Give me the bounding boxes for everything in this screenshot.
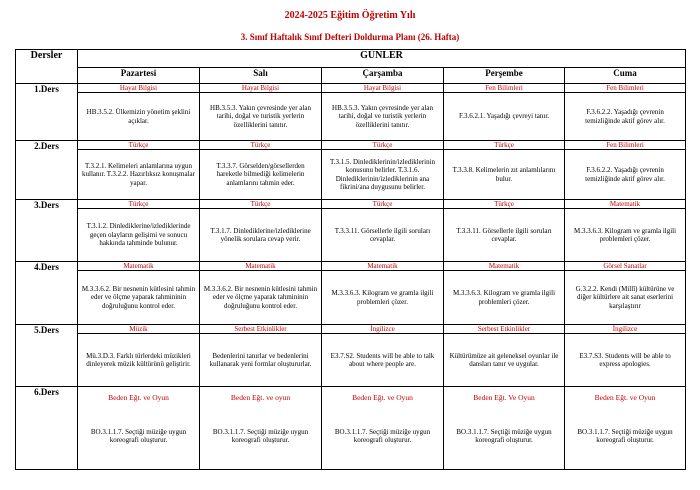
objective-text: BO.3.1.1.7. Seçtiği müziğe uygun koreografi oluşturur. <box>90 427 187 444</box>
objective-text: M.3.3.6.3. Kilogram ve gramla ilgili problemleri çözer. <box>452 289 556 306</box>
objective-text: BO.3.1.1.7. Seçtiği müziğe uygun koreografi oluşturur. <box>456 427 552 444</box>
objective-text: HB.3.5.2. Ülkemizin yönetim şeklini açıklar. <box>86 108 191 125</box>
subject-label: Beden Eğt. ve Oyun <box>352 393 413 402</box>
subject-label: Matematik <box>444 262 564 271</box>
objective-text: T.3.3.11. Görsellerle ilgili soruları cevaplar. <box>456 226 552 243</box>
objective-text: F.3.6.2.1. Yaşadığı çevreyi tanır. <box>458 112 550 121</box>
schedule-cell <box>565 325 686 387</box>
objective-text: BO.3.1.1.7. Seçtiği müziğe uygun koreografi oluşturur. <box>577 427 673 444</box>
schedule-cell <box>322 387 444 470</box>
lesson-label: 6.Ders <box>16 387 78 470</box>
schedule-cell <box>565 84 686 141</box>
objective-text: T.3.2.1. Kelimeleri anlamlarına uygun kullanır. T.3.2.2. Hazırlıksız konuşmalar yapar. <box>82 161 195 187</box>
objective-text: Kültürümüze ait geleneksel oyunlar ile dansları tanır ve uygular. <box>449 351 559 368</box>
subject-label: Fen Bilimleri <box>565 141 685 150</box>
lesson-label: 1.Ders <box>16 84 78 141</box>
subject-label: Türkçe <box>200 200 321 209</box>
day-header-cuma: Cuma <box>565 68 686 84</box>
schedule-cell <box>565 262 686 325</box>
document-title: 2024-2025 Eğitim Öğretim Yılı <box>284 10 416 21</box>
document-subtitle: 3. Sınıf Haftalık Sınıf Defteri Doldurma Planı (26. Hafta) <box>240 32 460 42</box>
subject-label: Serbest Etkinlikler <box>444 325 564 334</box>
lesson-row <box>16 84 686 141</box>
lesson-label: 2.Ders <box>16 141 78 200</box>
lesson-label: 5.Ders <box>16 325 78 387</box>
schedule-cell <box>200 325 322 387</box>
day-header-carsamba: Çarşamba <box>322 68 444 84</box>
objective-text: E3.7.S2. Students will be able to talk about where people are. <box>330 351 435 368</box>
schedule-cell <box>78 262 200 325</box>
subject-label: Hayat Bilgisi <box>200 84 321 93</box>
schedule-cell <box>200 387 322 470</box>
subject-label: Türkçe <box>444 200 564 209</box>
subject-label: Türkçe <box>200 141 321 150</box>
objective-text: T.3.3.7. Görselden/görsellerden hareketle bilmediği kelimelerin anlamlarını tahmin eder. <box>216 161 305 187</box>
schedule-cell <box>444 262 565 325</box>
lesson-label: 4.Ders <box>16 262 78 325</box>
subject-label: Beden Eğt. Ve Oyun <box>473 393 535 402</box>
subject-label: Türkçe <box>322 200 443 209</box>
schedule-cell <box>78 200 200 262</box>
objective-text: T.3.1.7. Dinlediklerine/izlediklerine yönelik sorulara cevap verir. <box>210 226 311 243</box>
schedule-cell <box>444 325 565 387</box>
schedule-cell <box>322 325 444 387</box>
schedule-cell <box>200 262 322 325</box>
objective-text: M.3.3.6.2. Bir nesnenin kütlesini tahmin eder ve ölçme yaparak tahmininin doğruluğunu kontrol eder. <box>203 284 318 310</box>
schedule-cell <box>322 200 444 262</box>
objective-text: Mü.3.D.3. Farklı türlerdeki müzikleri dinleyerek müzik kültürünü geliştirir. <box>86 351 191 368</box>
objective-text: HB.3.5.3. Yakın çevresinde yer alan tarihi, doğal ve turistik yerlerin özelliklerini tanıtır. <box>210 103 311 129</box>
subject-label: Matematik <box>200 262 321 271</box>
objective-text: E3.7.S3. Students will be able to express apologies. <box>579 351 671 368</box>
subject-label: Hayat Bilgisi <box>78 84 199 93</box>
schedule-cell <box>200 84 322 141</box>
schedule-cell <box>444 387 565 470</box>
objective-text: M.3.3.6.2. Bir nesnenin kütlesini tahmin eder ve ölçme yaparak tahmininin doğruluğunu kontrol eder. <box>81 284 196 310</box>
schedule-cell <box>78 325 200 387</box>
objective-text: T.3.3.11. Görsellerle ilgili soruları cevaplar. <box>334 226 431 243</box>
subject-label: Matematik <box>322 262 443 271</box>
schedule-cell <box>565 387 686 470</box>
schedule-cell <box>444 141 565 200</box>
lesson-label: 3.Ders <box>16 200 78 262</box>
day-header-persembe: Perşembe <box>444 68 565 84</box>
objective-text: T.3.3.8. Kelimelerin zıt anlamlılarını bulur. <box>452 166 556 183</box>
subject-label: Hayat Bilgisi <box>322 84 443 93</box>
schedule-cell <box>78 141 200 200</box>
day-header-sali: Salı <box>200 68 322 84</box>
lesson-row <box>16 200 686 262</box>
subject-label: Beden Eğt. ve Oyun <box>108 393 169 402</box>
objective-text: M.3.3.6.3. Kilogram ve gramla ilgili problemleri çözer. <box>331 289 434 306</box>
lesson-row <box>16 325 686 387</box>
subject-label: Beden Eğt. ve oyun <box>230 393 291 402</box>
objective-text: T.3.1.5. Dinlediklerinin/izlediklerinin konusunu belirler. T.3.1.6. Dinlediklerinin/izlediklerinin ana fikrini/ana duygusunu belirler. <box>329 157 436 191</box>
schedule-cell <box>200 141 322 200</box>
objective-text: HB.3.5.3. Yakın çevresinde yer alan tarihi, doğal ve turistik yerlerin özelliklerini tanıtır. <box>332 103 433 129</box>
schedule-cell <box>444 84 565 141</box>
schedule-cell <box>565 141 686 200</box>
schedule-cell <box>200 200 322 262</box>
objective-text: BO.3.1.1.7. Seçtiği müziğe uygun koreografi oluşturur. <box>334 427 431 444</box>
objective-text: Bedenlerini tanırlar ve bedenlerini kullanarak yeni formlar oluştururlar. <box>209 351 312 368</box>
day-header-pazartesi: Pazartesi <box>78 68 200 84</box>
subject-label: Türkçe <box>78 200 199 209</box>
subject-label: Türkçe <box>444 141 564 150</box>
subject-label: Serbest Etkinlikler <box>200 325 321 334</box>
subject-label: Fen Bilimleri <box>444 84 564 93</box>
schedule-cell <box>322 262 444 325</box>
subject-label: Türkçe <box>322 141 443 150</box>
objective-text: M.3.3.6.3. Kilogram ve gramla ilgili problemleri çözer. <box>573 226 677 243</box>
subject-label: Görsel Sanatlar <box>565 262 685 271</box>
schedule-cell <box>78 84 200 141</box>
header-dersler: Dersler <box>16 50 78 84</box>
subject-label: Müzik <box>78 325 199 334</box>
lesson-row <box>16 262 686 325</box>
objective-text: F.3.6.2.2. Yaşadığı çevrenin temizliğinde aktif görev alır. <box>585 108 665 125</box>
schedule-cell <box>444 200 565 262</box>
subject-label: Fen Bilimleri <box>565 84 685 93</box>
subject-label: Matematik <box>565 200 685 209</box>
schedule-cell <box>565 200 686 262</box>
schedule-cell <box>322 84 444 141</box>
lesson-row <box>16 387 686 470</box>
objective-text: T.3.1.2. Dinlediklerine/izlediklerinde geçen olayların gelişimi ve sonucu hakkında tahminde bulunur. <box>86 222 191 248</box>
subject-label: Matematik <box>78 262 199 271</box>
subject-label: İngilizce <box>322 325 443 334</box>
weekly-plan-table <box>15 49 686 470</box>
subject-label: Türkçe <box>78 141 199 150</box>
schedule-cell <box>78 387 200 470</box>
subject-label: Beden Eğt. ve Oyun <box>594 393 656 402</box>
lesson-row <box>16 141 686 200</box>
objective-text: G.3.2.2. Kendi (Millî) kültürüne ve diğer kültürlere ait sanat eserlerini karşılaştırır <box>575 284 675 310</box>
objective-text: BO.3.1.1.7. Seçtiği müziğe uygun koreografi oluşturur. <box>212 427 309 444</box>
schedule-cell <box>322 141 444 200</box>
subject-label: İngilizce <box>565 325 685 334</box>
header-gunler: GÜNLER <box>78 50 686 68</box>
objective-text: F.3.6.2.2. Yaşadığı çevrenin temizliğinde aktif görev alır. <box>585 166 665 183</box>
